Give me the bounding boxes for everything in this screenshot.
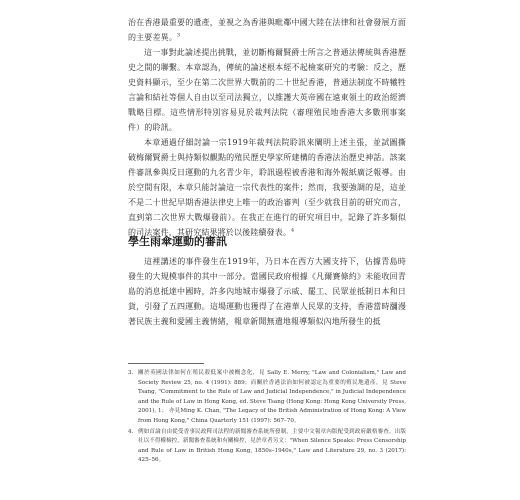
paragraph-method [128, 135, 406, 240]
paragraph-text: 治在香港最重要的遺產，並視之為香港與毗鄰中國大陸在法律和社會發展方面的主要差異。 [128, 18, 406, 42]
footnotes [128, 369, 406, 467]
section-paragraph: 這裡講述的事件發生在1919年，乃日本在西方大國支持下，佔據青島時發生的大規模事件的其中一部分。當國民政府根據《凡爾賽條約》未能收回青島的消息抵達中國時，許多內地城市爆發了示威、罷工、民眾並抵制日本和日貨，引發了五四運動。這場運動也獲得了在港華人民眾的支持，香港當時瀰漫著民族主義和愛國主義情緒，報章新聞無遺地報導類似內地所發生的抵 [128, 257, 406, 326]
section-heading: 學生雨傘運動的審訊 [128, 235, 227, 248]
paragraph-text: 本章通過仔細討論一宗1919年裁判法院聆訊來闡明上述主張，並試圖撕破梅爾賢爵士與持類似觀點的殖民歷史學家所建構的香港法治歷史神話。該案件審訊參與反日運動的九名青少年，聆訊過程被香港和海外報紙廣泛報導。由於空間有限，本章只能討論這一宗代表性的案件；然而，我要強調的是，這並不是二十世紀早期香港法律史上唯一的政治審判（至少就我目前的研究而言，直到第二次世界大戰爆發前）。在我正在進行的研究項目中，記錄了許多類似的司法案件，其研究結果將於以後陸續發表。 [128, 138, 406, 237]
footnote-text: 例如首論自由從受香事民政釋司法程的新聞審查系統所發制，主要中文報章內版配受到政府嚴格審查，出版社以不得權檢控，新聞審查系統和有關檢控，見於章者另文："When Silence Speaks: Press Censorship and Rule of Law in British Hong Kong, 1850s–1940s," Law and Literature 29, no. 3 (2017): 425–56。 [138, 428, 406, 464]
section-text [128, 254, 406, 329]
footnote-divider [128, 363, 204, 364]
paragraph-continuation [128, 15, 406, 45]
paragraph-argument: 這一事對此論述提出挑戰，並切斷梅爾賢爵士所言之普通法傳統與香港歷史之間的聯繫。本章認為，傳統的論述根本經不起檢案研究的考驗：反之，歷史資料顯示，至少在第二次世界大戰前的二十世紀香港，普通法制度不時犧牲言論和結社等個人自由以至司法獨立，以維護大英帝國在遠東領土的政治經濟戰略目標。這些情形特別容易見於裁判法院（審理殖民地香港大多數刑事案件）的聆訊。 [128, 48, 406, 132]
footnote-ref-4[interactable]: 4 [291, 227, 295, 234]
footnote-number: 3. [128, 370, 134, 376]
main-text [128, 15, 406, 240]
footnote-4 [128, 428, 406, 466]
footnote-text: 關於英國法律如何在殖民殺低案中被概念化，見 Sally E. Merry, "Law and Colonialism," Law and Society Review 25, no. 4 (1991): 889；而關於香港法治如何被認定為重要的殖民地遺產，見 Steve Tsang, "Commitment to the Rule of Law and Judicial Independence," in Judicial Independence and the Rule of Law in Hong Kong, ed. Steve Tsang (Hong Kong: Hong Kong University Press, 2001), 1； 亦見Ming K. Chan, "The Legacy of the British Administration of Hong Kong: A View from Hong Kong," China Quarterly 151 (1997): 567–70。 [138, 370, 406, 424]
footnote-3 [128, 369, 406, 427]
footnote-number: 4. [128, 428, 134, 435]
footnote-ref-3[interactable]: 3 [176, 32, 181, 39]
